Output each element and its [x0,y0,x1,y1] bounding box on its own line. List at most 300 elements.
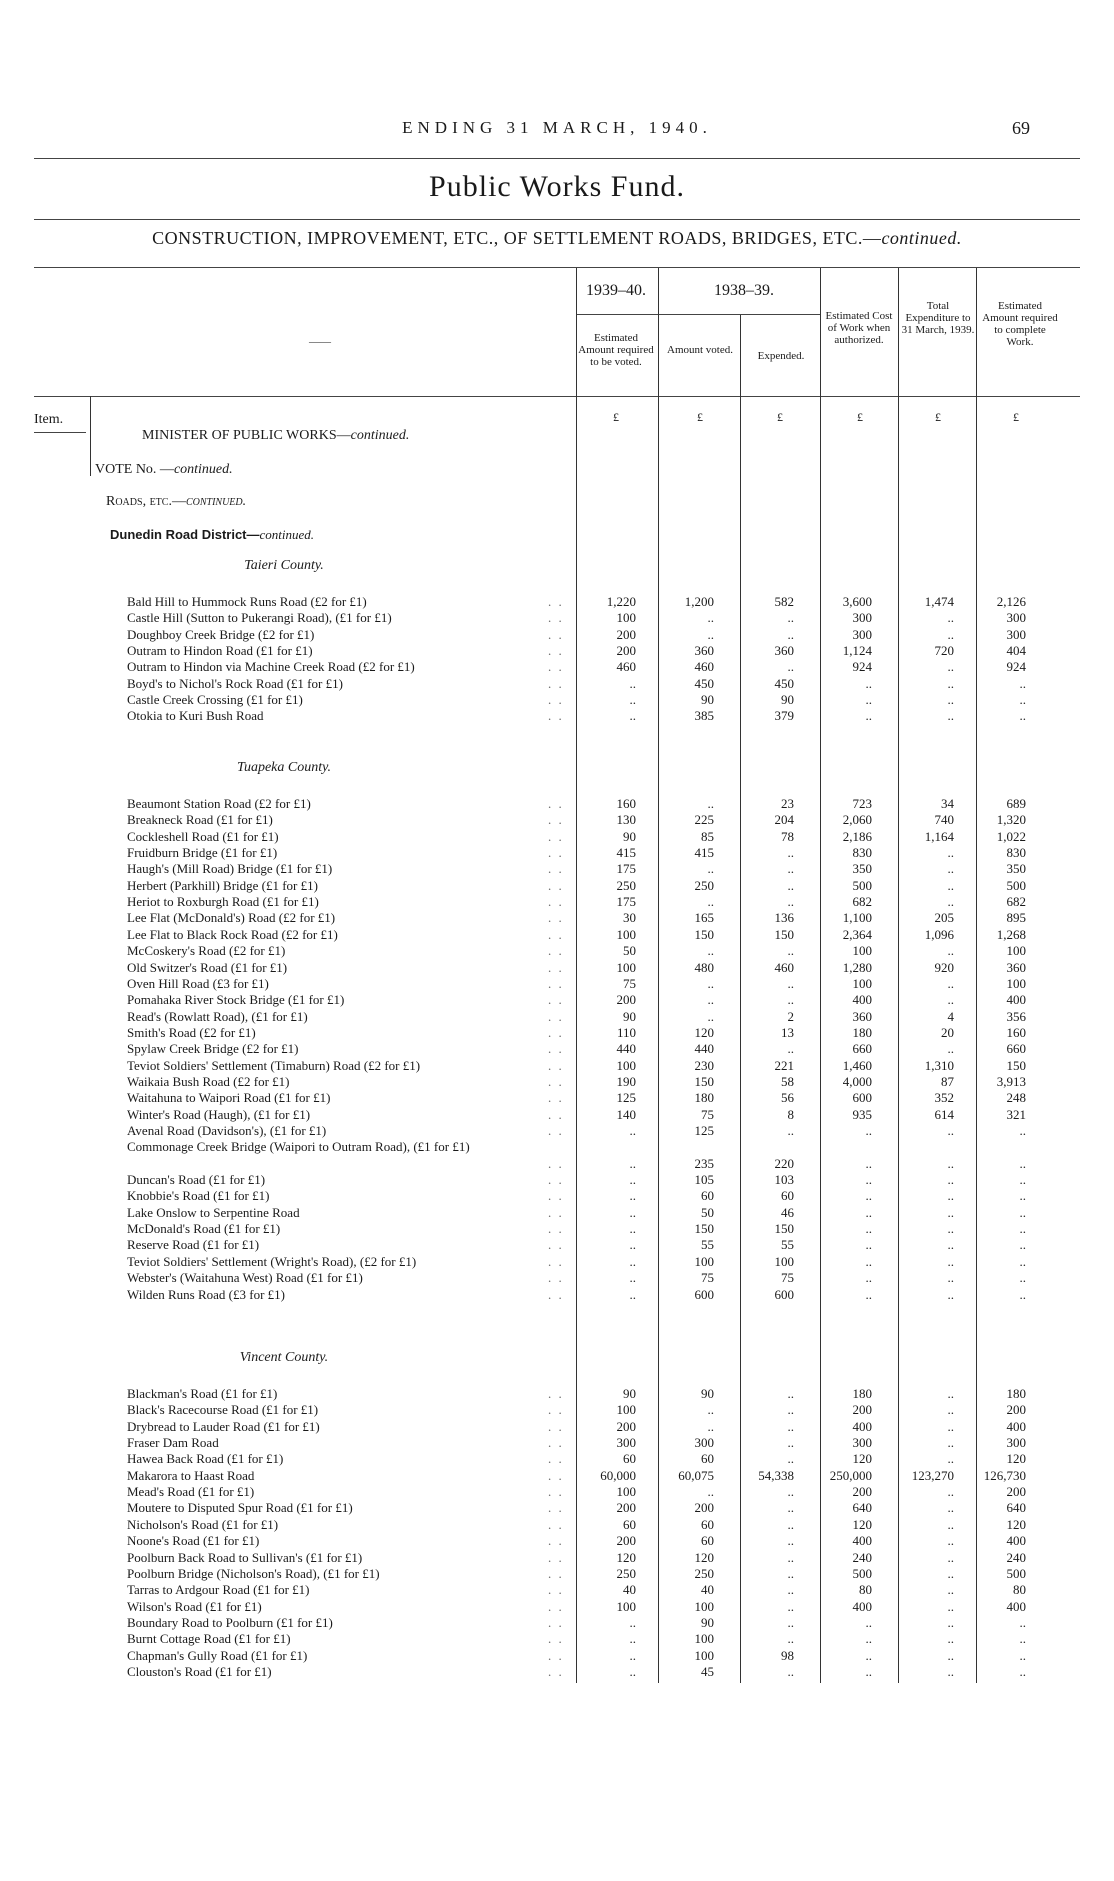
cell-value: 2,126 [996,594,1026,609]
cell-value: 40 [623,1582,636,1598]
col-est-complete: Estimated Amount required to complete Work. [982,300,1058,348]
cell-value: .. [1019,675,1026,691]
cell-value: .. [629,1172,636,1188]
leader-dots: . . [548,992,564,1008]
cell-value: 100 [852,975,872,991]
cell-value: 90 [781,692,794,708]
cell-value: .. [1019,1647,1026,1663]
leader-dots: . . [548,1451,564,1467]
heading-vote-continued: continued. [173,462,233,477]
item-label: Item. [34,412,64,427]
cell-value: .. [947,894,954,910]
road-name: Outram to Hindon Road (£1 for £1) [127,643,313,659]
cell-value: 352 [934,1090,954,1106]
table-row [0,878,1114,894]
table-row [0,1500,1114,1516]
cell-value: 13 [781,1024,794,1040]
cell-value: 723 [852,796,872,811]
road-name: Boundary Road to Poolburn (£1 for £1) [127,1614,333,1630]
cell-value: 75 [701,1106,714,1122]
cell-value: 450 [694,675,714,691]
cell-value: 105 [694,1172,714,1188]
cell-value: 23 [781,796,794,811]
road-name: Waikaia Bush Road (£2 for £1) [127,1073,290,1089]
road-name: Duncan's Road (£1 for £1) [127,1172,266,1188]
cell-value: 100 [616,1402,636,1418]
cell-value: 100 [1006,943,1026,959]
cell-value: 126,730 [983,1467,1026,1483]
leader-dots: . . [548,861,564,877]
cell-value: .. [947,1614,954,1630]
leader-dots: . . [548,659,564,675]
cell-value: 60,075 [678,1467,714,1483]
cell-value: .. [707,796,714,811]
cell-value: .. [787,1663,794,1679]
cell-value: 60,000 [600,1467,636,1483]
cell-value: 180 [1006,1386,1026,1401]
leader-dots: . . [548,1090,564,1106]
cell-value: 46 [781,1204,794,1220]
cell-value: .. [947,1565,954,1581]
cell-value: 1,474 [924,594,954,609]
cell-value: .. [865,1237,872,1253]
cell-value: .. [947,1253,954,1269]
road-name: Wilson's Road (£1 for £1) [127,1598,262,1614]
leader-dots: . . [548,828,564,844]
cell-value: 415 [616,845,636,861]
cell-value: 350 [852,861,872,877]
cell-value: 460 [616,659,636,675]
cell-value: .. [947,861,954,877]
running-head: ENDING 31 MARCH, 1940. [402,118,712,137]
table-row [0,1435,1114,1451]
table-row [0,1566,1114,1582]
cell-value: .. [629,1237,636,1253]
road-name: Reserve Road (£1 for £1) [127,1237,260,1253]
leader-dots: . . [548,1435,564,1451]
page-number: 69 [1012,118,1030,138]
cell-value: .. [947,1155,954,1171]
cell-value: 140 [616,1106,636,1122]
table-row [0,894,1114,910]
cell-value: 600 [774,1286,794,1302]
cell-value: 689 [1006,796,1026,811]
cell-value: 1,096 [924,926,954,942]
cell-value: .. [707,1402,714,1418]
table-row [0,1648,1114,1664]
table-row [0,1631,1114,1647]
cell-value: .. [787,1565,794,1581]
cell-value: 240 [852,1549,872,1565]
road-name: Castle Hill (Sutton to Pukerangi Road), (£1 for £1) [127,610,392,626]
cell-value: 235 [694,1155,714,1171]
cell-value: 300 [852,626,872,642]
cell-value: 100 [616,959,636,975]
cell-value: 200 [852,1484,872,1500]
cell-value: 1,268 [996,926,1026,942]
cell-value: .. [865,1270,872,1286]
cell-value: 400 [1006,992,1026,1008]
rule [34,158,1080,159]
cell-value: .. [787,1631,794,1647]
cell-value: .. [947,1516,954,1532]
cell-value: 90 [623,1386,636,1401]
cell-value: 400 [1006,1418,1026,1434]
cell-value: .. [865,1647,872,1663]
road-name: Pomahaka River Stock Bridge (£1 for £1) [127,992,345,1008]
road-name: Poolburn Back Road to Sullivan's (£1 for £1) [127,1549,363,1565]
cell-value: .. [947,708,954,724]
cell-value: .. [707,861,714,877]
leader-dots: . . [548,1123,564,1138]
table-row [0,943,1114,959]
cell-value: 1,200 [684,594,714,609]
road-name: Read's (Rowlatt Road), (£1 for £1) [127,1008,308,1024]
cell-value: 120 [616,1549,636,1565]
leader-dots: . . [548,1106,564,1122]
cell-value: 165 [694,910,714,926]
cell-value: .. [629,675,636,691]
cell-value: 300 [694,1435,714,1451]
leader-dots: . . [548,1008,564,1024]
leader-dots: . . [548,975,564,991]
cell-value: 100 [852,943,872,959]
cell-value: 60 [701,1533,714,1549]
road-name: Waitahuna to Waipori Road (£1 for £1) [127,1090,331,1106]
leader-dots: . . [548,877,564,893]
leader-dots: . . [548,812,564,828]
table-row [0,1419,1114,1435]
cell-value: 123,270 [911,1467,954,1483]
cell-value: 100 [1006,975,1026,991]
cell-value: .. [947,1188,954,1204]
cell-value: .. [947,1123,954,1138]
cell-value: 200 [616,1418,636,1434]
cell-value: 180 [852,1024,872,1040]
table-row [0,960,1114,976]
table-row [0,796,1114,812]
leader-dots: . . [548,926,564,942]
heading-minister [142,428,409,444]
cell-value: 924 [1006,659,1026,675]
road-name: Wilden Runs Road (£3 for £1) [127,1286,285,1302]
leader-dots: . . [548,1484,564,1500]
cell-value: .. [947,1582,954,1598]
cell-value: 614 [934,1106,954,1122]
road-name: Lee Flat to Black Rock Road (£2 for £1) [127,926,338,942]
cell-value: 100 [616,926,636,942]
leader-dots: . . [548,1549,564,1565]
cell-value: 300 [1006,1435,1026,1451]
cell-value: 60 [781,1188,794,1204]
table-row [0,1123,1114,1139]
leader-dots: . . [548,1500,564,1516]
leader-dots: . . [548,1204,564,1220]
cell-value: .. [629,1155,636,1171]
table-row [0,1386,1114,1402]
road-name: Burnt Cottage Road (£1 for £1) [127,1631,291,1647]
leader-dots: . . [548,1614,564,1630]
col-est-amount: Estimated Amount required to be voted. [578,332,654,368]
county-heading: Tuapeka County. [236,760,332,775]
cell-value: 175 [616,861,636,877]
cell-value: 204 [774,812,794,828]
road-name: Smith's Road (£2 for £1) [127,1024,256,1040]
cell-value: 240 [1006,1549,1026,1565]
cell-value: 120 [1006,1516,1026,1532]
cell-value: .. [865,1253,872,1269]
leader-dots: . . [548,1386,564,1401]
cell-value: 55 [701,1237,714,1253]
cell-value: 682 [852,894,872,910]
cell-value: .. [1019,1237,1026,1253]
leader-dots: . . [548,675,564,691]
heading-district-text: Dunedin Road District— [110,527,260,542]
cell-value: 400 [852,1418,872,1434]
cell-value: .. [787,1418,794,1434]
cell-value: 58 [781,1073,794,1089]
leader-dots: . . [548,1418,564,1434]
road-name: Avenal Road (Davidson's), (£1 for £1) [127,1123,327,1138]
cell-value: .. [865,675,872,691]
cell-value: 660 [1006,1041,1026,1057]
cell-value: 321 [1006,1106,1026,1122]
county-heading: Taieri County. [244,558,324,573]
cell-value: 830 [852,845,872,861]
cell-value: 385 [694,708,714,724]
cell-value: 150 [694,926,714,942]
road-name: Old Switzer's Road (£1 for £1) [127,959,288,975]
cell-value: 45 [701,1663,714,1679]
section-title [0,228,1114,249]
table-row [0,1664,1114,1680]
table-row [0,708,1114,724]
cell-value: 150 [694,1221,714,1237]
cell-value: .. [707,894,714,910]
cell-value: .. [629,1631,636,1647]
cell-value: 404 [1006,643,1026,659]
leader-dots: . . [548,1582,564,1598]
table-row [0,610,1114,626]
rule [34,432,86,433]
leader-dots: . . [548,1155,564,1171]
road-name: Heriot to Roxburgh Road (£1 for £1) [127,894,319,910]
cell-value: .. [629,1663,636,1679]
table-row [0,1287,1114,1303]
table-row [0,1402,1114,1418]
cell-value: .. [947,1663,954,1679]
cell-value: .. [947,845,954,861]
cell-value: 100 [694,1253,714,1269]
cell-value: .. [865,1221,872,1237]
cell-value: 500 [1006,1565,1026,1581]
cell-value: .. [947,877,954,893]
cell-value: 350 [1006,861,1026,877]
leader-dots: . . [548,845,564,861]
cell-value: 500 [852,1565,872,1581]
road-name: Oven Hill Road (£3 for £1) [127,975,269,991]
cell-value: .. [707,626,714,642]
cell-value: .. [787,943,794,959]
road-name: Commonage Creek Bridge (Waipori to Outram Road), (£1 for £1) [127,1139,470,1155]
cell-value: .. [787,1402,794,1418]
cell-value: 225 [694,812,714,828]
cell-value: 87 [941,1073,954,1089]
cell-value: .. [865,708,872,724]
pound-sign: £ [697,410,703,424]
cell-value: 56 [781,1090,794,1106]
cell-value: 920 [934,959,954,975]
cell-value: .. [629,1253,636,1269]
cell-value: 400 [852,1598,872,1614]
cell-value: 180 [694,1090,714,1106]
leader-dots: . . [548,1565,564,1581]
table-row [0,1090,1114,1106]
cell-value: .. [947,626,954,642]
road-name: Teviot Soldiers' Settlement (Wright's Road), (£2 for £1) [127,1253,417,1269]
cell-value: 100 [616,1057,636,1073]
cell-value: .. [947,943,954,959]
leader-dots: . . [548,1647,564,1663]
cell-value: .. [629,708,636,724]
cell-value: .. [707,975,714,991]
cell-value: 90 [623,828,636,844]
cell-value: .. [947,1533,954,1549]
heading-roads [106,494,246,510]
table-row [0,812,1114,828]
table-row [0,845,1114,861]
cell-value: 120 [694,1549,714,1565]
cell-value: .. [1019,1286,1026,1302]
road-name: Drybread to Lauder Road (£1 for £1) [127,1418,320,1434]
leader-dots: . . [548,594,564,609]
cell-value: .. [1019,1270,1026,1286]
cell-value: .. [629,1221,636,1237]
cell-value: 150 [1006,1057,1026,1073]
cell-value: 120 [1006,1451,1026,1467]
cell-value: 3,913 [996,1073,1026,1089]
cell-value: 60 [623,1516,636,1532]
cell-value: 740 [934,812,954,828]
section-title-continued: continued. [881,228,962,248]
item-divider [90,396,91,476]
road-name: Moutere to Disputed Spur Road (£1 for £1) [127,1500,353,1516]
leader-dots: . . [548,692,564,708]
cell-value: .. [787,659,794,675]
cell-value: 150 [774,1221,794,1237]
cell-value: 2,186 [842,828,872,844]
cell-value: 220 [774,1155,794,1171]
cell-value: 90 [701,1614,714,1630]
cell-value: .. [707,943,714,959]
cell-value: 935 [852,1106,872,1122]
road-name: Hawea Back Road (£1 for £1) [127,1451,284,1467]
cell-value: .. [1019,1204,1026,1220]
fund-title: Public Works Fund. [429,170,685,203]
cell-value: 90 [623,1008,636,1024]
cell-value: 60 [623,1451,636,1467]
cell-value: 100 [774,1253,794,1269]
leader-dots: . . [548,1057,564,1073]
cell-value: 200 [616,1500,636,1516]
cell-value: .. [947,1041,954,1057]
cell-value: 460 [774,959,794,975]
cell-value: .. [707,1484,714,1500]
cell-value: 100 [616,1484,636,1500]
cell-value: .. [787,1451,794,1467]
cell-value: .. [865,1631,872,1647]
cell-value: .. [1019,1155,1026,1171]
table-row [0,1139,1114,1171]
cell-value: 230 [694,1057,714,1073]
cell-value: 100 [694,1647,714,1663]
road-name: Noone's Road (£1 for £1) [127,1533,260,1549]
cell-value: 160 [616,796,636,811]
cell-value: .. [787,1614,794,1630]
cell-value: .. [947,1286,954,1302]
cell-value: 4,000 [842,1073,872,1089]
leader-dots: . . [548,1253,564,1269]
heading-roads-continued: continued. [185,494,247,509]
cell-value: .. [707,610,714,626]
cell-value: .. [787,1549,794,1565]
cell-value: 90 [701,1386,714,1401]
cell-value: 2,060 [842,812,872,828]
col-year-1938: 1938–39. [714,282,774,299]
cell-value: 190 [616,1073,636,1089]
cell-value: .. [865,1663,872,1679]
cell-value: 200 [616,992,636,1008]
leader-dots: . . [548,1041,564,1057]
cell-value: 180 [852,1386,872,1401]
cell-value: .. [629,1286,636,1302]
cell-value: .. [865,692,872,708]
cell-value: 125 [616,1090,636,1106]
col-dash: —— [309,336,331,348]
cell-value: .. [947,1172,954,1188]
cell-value: .. [787,894,794,910]
heading-vote [95,462,233,478]
cell-value: .. [865,1123,872,1138]
leader-dots: . . [548,1286,564,1302]
road-name: Breakneck Road (£1 for £1) [127,812,273,828]
cell-value: .. [787,1386,794,1401]
cell-value: 4 [947,1008,954,1024]
heading-vote-text: VOTE No. — [95,462,174,477]
heading-district-continued: continued. [259,527,315,542]
table-row [0,1533,1114,1549]
cell-value: 250 [694,877,714,893]
cell-value: .. [947,992,954,1008]
cell-value: .. [1019,1253,1026,1269]
cell-value: 500 [852,877,872,893]
road-name: Herbert (Parkhill) Bridge (£1 for £1) [127,877,318,893]
cell-value: 60 [701,1188,714,1204]
cell-value: .. [947,1221,954,1237]
cell-value: 379 [774,708,794,724]
rule [576,314,820,315]
cell-value: .. [629,1123,636,1138]
cell-value: 200 [1006,1484,1026,1500]
cell-value: 460 [694,659,714,675]
table-row [0,1205,1114,1221]
cell-value: .. [629,1647,636,1663]
road-name: Tarras to Ardgour Road (£1 for £1) [127,1582,310,1598]
cell-value: 415 [694,845,714,861]
cell-value: .. [1019,1123,1026,1138]
cell-value: 1,220 [606,594,636,609]
leader-dots: . . [548,959,564,975]
